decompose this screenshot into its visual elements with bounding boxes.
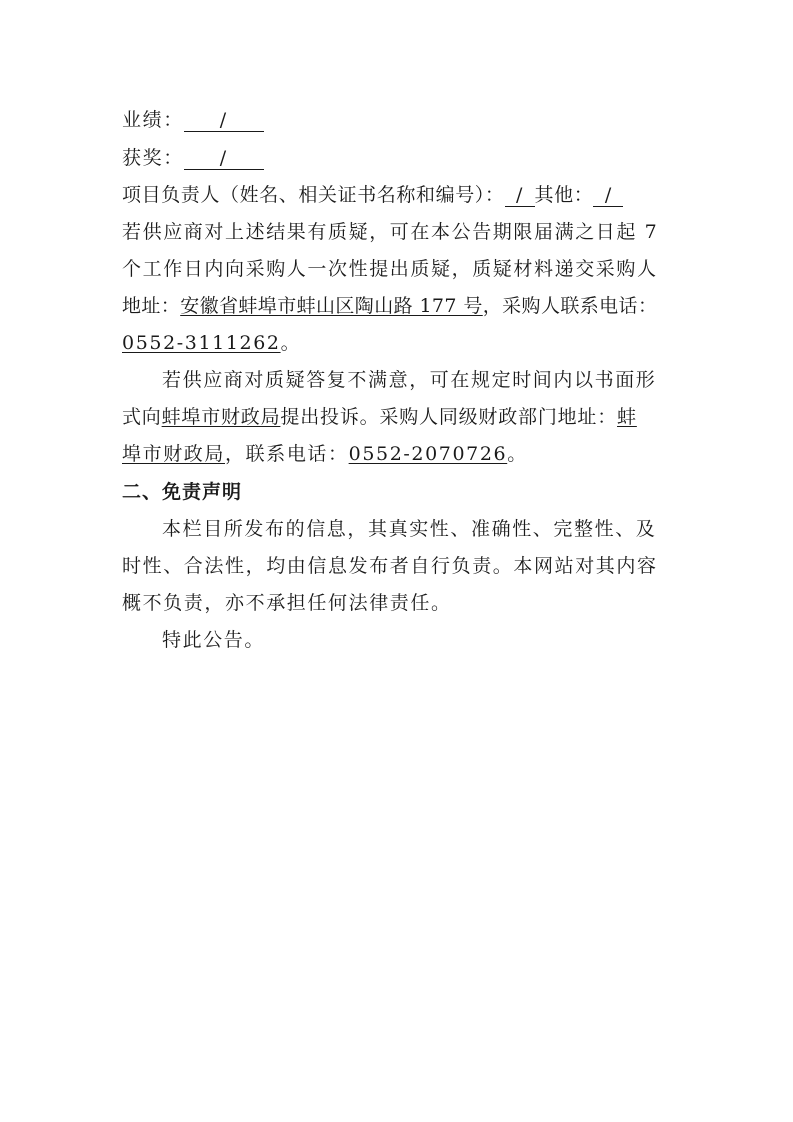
period-mark: 。 — [507, 443, 528, 465]
disclaimer-line-2: 时性、合法性，均由信息发布者自行负责。本网站对其内容 — [122, 555, 658, 577]
achievements-line — [122, 108, 682, 132]
complaint-line-2 — [122, 405, 682, 429]
complaint-line-1: 若供应商对质疑答复不满意，可在规定时间内以书面形 — [162, 369, 657, 391]
finance-bureau-link: 蚌埠市财政局 — [161, 406, 281, 428]
complaint-prefix: 式向 — [122, 406, 162, 428]
awards-line — [122, 146, 682, 170]
finance-address-part-1: 蚌 — [617, 406, 637, 428]
objection-line-2: 个工作日内向采购人一次性提出质疑，质疑材料递交采购人 — [122, 258, 658, 280]
awards-value: / — [184, 147, 264, 170]
achievements-label: 业绩： — [122, 109, 184, 131]
purchaser-phone-label: ，采购人联系电话： — [482, 295, 658, 317]
closing-statement: 特此公告。 — [162, 629, 266, 651]
disclaimer-line-1: 本栏目所发布的信息，其真实性、准确性、完整性、及 — [162, 518, 657, 540]
period-mark: 。 — [280, 332, 302, 354]
awards-label: 获奖： — [122, 147, 184, 169]
project-leader-value: / — [505, 184, 535, 207]
project-leader-line — [122, 183, 682, 207]
finance-phone: 0552-2070726 — [348, 443, 508, 465]
purchaser-address: 安徽省蚌埠市蚌山区陶山路 177 号 — [180, 295, 483, 317]
objection-line-1: 若供应商对上述结果有质疑，可在本公告期限届满之日起 7 — [122, 221, 659, 243]
objection-line-3 — [122, 294, 682, 318]
other-label: 其他： — [534, 184, 594, 206]
address-label: 地址： — [122, 295, 181, 317]
objection-line-4 — [122, 331, 682, 355]
complaint-line-3 — [122, 442, 682, 466]
finance-address-part-2: 埠市财政局 — [122, 443, 226, 465]
purchaser-phone: 0552-3111262 — [122, 332, 281, 354]
disclaimer-line-3: 概不负责，亦不承担任何法律责任。 — [122, 592, 452, 614]
achievements-value: / — [184, 109, 264, 132]
finance-phone-label: ，联系电话： — [225, 443, 349, 465]
other-value: / — [593, 184, 623, 207]
project-leader-label: 项目负责人（姓名、相关证书名称和编号）： — [122, 184, 505, 206]
disclaimer-heading: 二、免责声明 — [122, 481, 243, 503]
complaint-mid: 提出投诉。采购人同级财政部门地址： — [280, 406, 618, 428]
